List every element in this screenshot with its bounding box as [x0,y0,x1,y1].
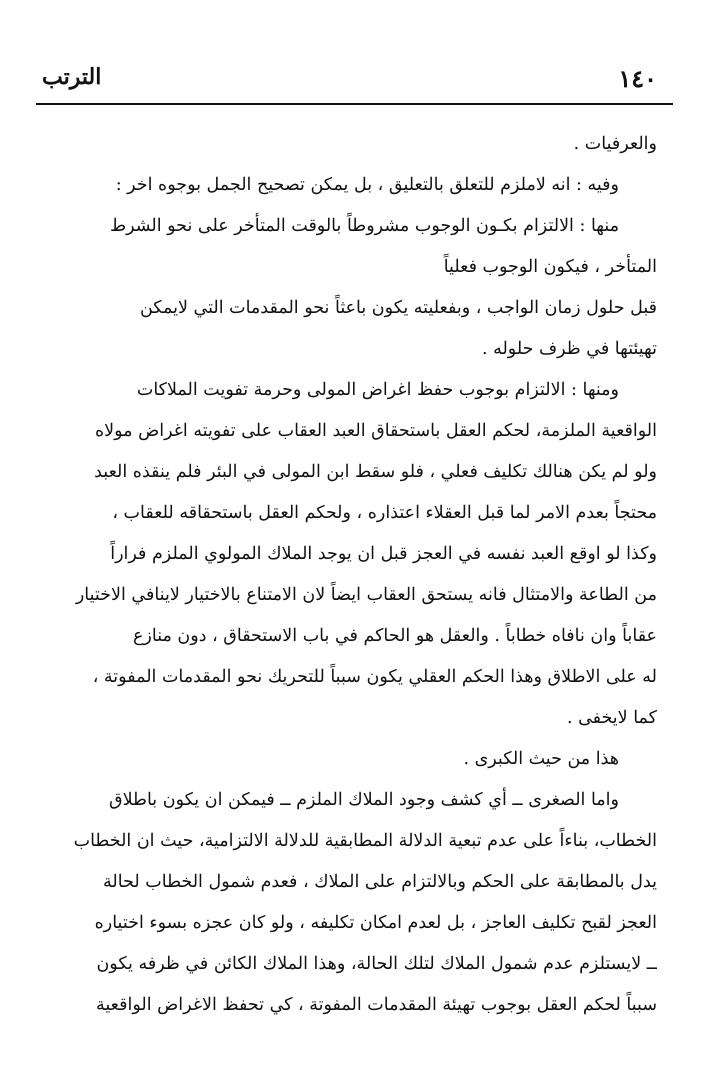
text-line: المتأخر ، فيكون الوجوب فعلياً [443,257,657,277]
text-line: ومنها : الالتزام بوجوب حفظ اغراض المولى وحرمة تفويت الملاكات [136,380,619,400]
body-text [56,124,657,1026]
text-line: وكذا لو اوقع العبد نفسه في العجز قبل ان يوجد الملاك المولوي الملزم فراراً [110,544,657,564]
text-line: العجز لقبح تكليف العاجز ، بل لعدم امكان تكليفه ، ولو كان عجزه بسوء اختياره [94,913,657,933]
text-line: له على الاطلاق وهذا الحكم العقلي يكون سبباً للتحريك نحو المقدمات المفوتة ، [92,667,657,687]
text-line: ولو لم يكن هنالك تكليف فعلي ، فلو سقط ابن المولى في البئر فلم ينقذه العبد [94,462,657,482]
text-line: الواقعية الملزمة، لحكم العقل باستحقاق العبد العقاب على تفويته اغراض مولاه [94,421,657,441]
text-line: عقاباً وان نافاه خطاباً . والعقل هو الحاكم في باب الاستحقاق ، دون منازع [132,626,657,646]
text-line: ــ لايستلزم عدم شمول الملاك لتلك الحالة، وهذا الملاك الكائن في ظرفه يكون [96,954,657,974]
text-line: سبباً لحكم العقل بوجوب تهيئة المقدمات المفوتة ، كي تحفظ الاغراض الواقعية [96,995,657,1015]
text-line: كما لايخفى . [566,708,657,728]
text-line: منها : الالتزام بكـون الوجوب مشروطاً بالوقت المتأخر على نحو الشرط [109,216,619,236]
running-title: الترتب [42,64,102,90]
page-header [36,58,663,102]
text-line: هذا من حيث الكبرى . [463,749,619,769]
text-line: قبل حلول زمان الواجب ، وبفعليته يكون باعثاً نحو المقدمات التي لايمكن [139,298,657,318]
text-line: من الطاعة والامتثال فانه يستحق العقاب ايضاً لان الامتناع بالاختيار لاينافي الاختيار [75,585,657,605]
text-line: وفيه : انه لاملزم للتعلق بالتعليق ، بل يمكن تصحيح الجمل بوجوه اخر : [115,175,619,195]
text-line: يدل بالمطابقة على الحكم وبالالتزام على الملاك ، فعدم شمول الخطاب لحالة [103,872,657,892]
page-number: ١٤٠ [618,64,657,93]
text-line: تهيئتها في ظرف حلوله . [481,339,657,359]
text-line: محتجاً بعدم الامر لما قبل العقلاء اعتذاره ، ولحكم العقل باستحقاقه للعقاب ، [112,503,657,523]
header-divider [36,103,673,105]
text-line: والعرفيات . [573,134,657,154]
text-line: الخطاب، بناءاً على عدم تبعية الدلالة المطابقية للدلالة الالتزامية، حيث ان الخطاب [73,831,657,851]
text-line: واما الصغرى ــ أي كشف وجود الملاك الملزم ــ فيمكن ان يكون باطلاق [109,790,619,810]
